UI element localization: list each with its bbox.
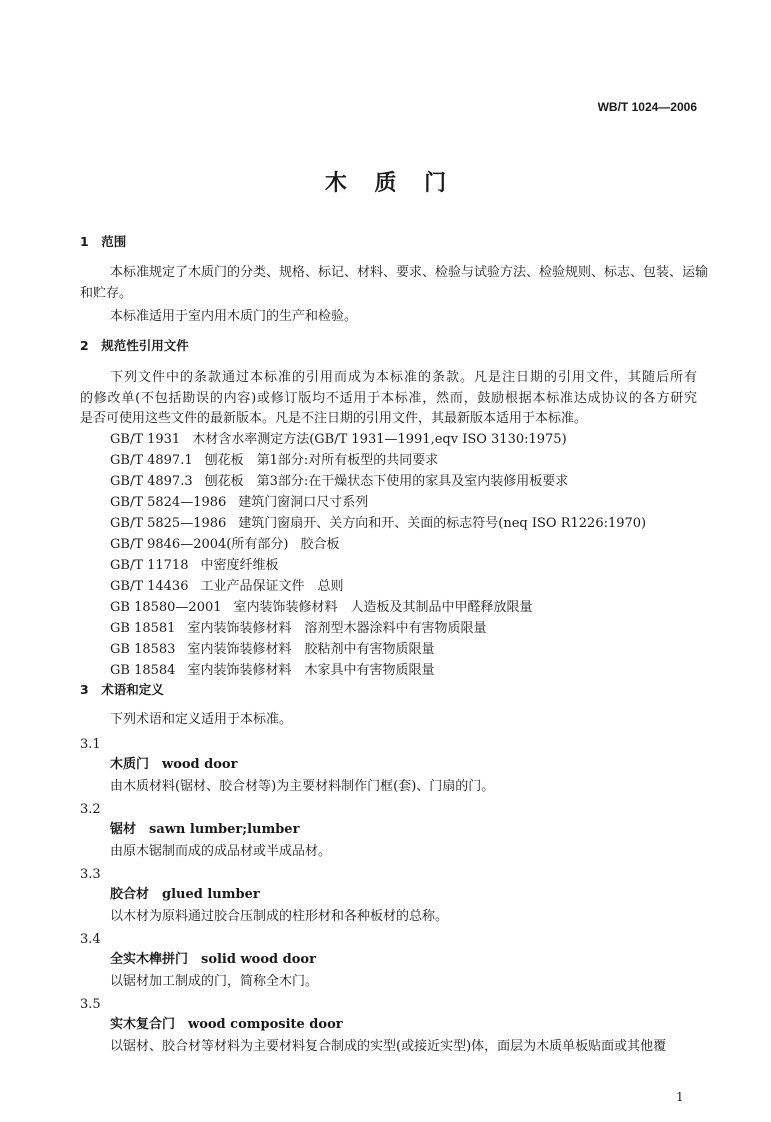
term-number: 3.4: [80, 932, 101, 947]
reference-code: GB 18584: [110, 663, 176, 678]
reference-item: [110, 516, 646, 532]
reference-title: 刨花板 第1部分:对所有板型的共同要求: [204, 453, 439, 468]
reference-code: GB/T 5824—1986: [110, 495, 227, 510]
term-term: 胶合材 glued lumber: [110, 887, 260, 902]
page-title: 木 质 门: [324, 171, 447, 196]
section-3-intro: 下列术语和定义适用于本标准。: [110, 712, 293, 727]
reference-code: GB/T 14436: [110, 579, 189, 594]
reference-title: 建筑门窗洞口尺寸系列: [238, 495, 369, 510]
section-2-para-line: 下列文件中的条款通过本标准的引用而成为本标准的条款。凡是注日期的引用文件，其随后所有: [110, 370, 697, 385]
reference-code: GB 18583: [110, 642, 176, 657]
reference-item: [110, 642, 434, 658]
term-definition: 以锯材、胶合材等材料为主要材料复合制成的实型(或接近实型)体，面层为木质单板贴面或其他覆: [110, 1039, 667, 1054]
reference-title: 室内装饰装修材料 胶粘剂中有害物质限量: [187, 642, 435, 657]
reference-item: [110, 537, 339, 553]
term-definition: 由原木锯制而成的成品材或半成品材。: [110, 844, 332, 859]
reference-code: GB/T 4897.3: [110, 474, 193, 489]
reference-title: 室内装饰装修材料 木家具中有害物质限量: [187, 663, 435, 678]
reference-code: GB/T 4897.1: [110, 453, 193, 468]
reference-title: 木材含水率测定方法(GB/T 1931—1991,eqv ISO 3130:1975): [192, 432, 567, 447]
reference-title: 室内装饰装修材料 溶剂型木器涂料中有害物质限量: [187, 621, 487, 636]
term-number: 3.5: [80, 997, 101, 1012]
page-number: 1: [676, 1090, 684, 1104]
section-1-heading: 1 范围: [80, 234, 127, 249]
reference-item: [110, 579, 344, 595]
reference-code: GB/T 1931: [110, 432, 181, 447]
reference-item: [110, 495, 368, 511]
section-1-para1-cont: 和贮存。: [80, 286, 133, 301]
reference-item: [110, 432, 567, 448]
section-3-heading: 3 术语和定义: [80, 682, 164, 697]
reference-title: 室内装饰装修材料 人造板及其制品中甲醛释放限量: [233, 600, 533, 615]
reference-item: [110, 663, 434, 679]
term-definition: 以锯材加工制成的门，简称全木门。: [110, 974, 319, 989]
term-term: 木质门 wood door: [110, 757, 238, 772]
reference-title: 建筑门窗扇开、关方向和开、关面的标志符号(neq ISO R1226:1970): [238, 516, 647, 531]
reference-item: [110, 621, 486, 637]
reference-item: [110, 558, 279, 574]
term-term: 实木复合门 wood composite door: [110, 1017, 343, 1032]
reference-item: [110, 600, 533, 616]
term-term: 锯材 sawn lumber;lumber: [110, 822, 300, 837]
section-2-para-line: 的修改单(不包括勘误的内容)或修订版均不适用于本标准，然而，鼓励根据本标准达成协议的各方研究: [80, 391, 697, 406]
reference-title: 工业产品保证文件 总则: [200, 579, 344, 594]
reference-title: 刨花板 第3部分:在干燥状态下使用的家具及室内装修用板要求: [204, 474, 569, 489]
reference-code: GB/T 5825—1986: [110, 516, 227, 531]
term-number: 3.1: [80, 737, 101, 752]
section-2-para-line: 是否可使用这些文件的最新版本。凡是不注日期的引用文件，其最新版本适用于本标准。: [80, 411, 588, 426]
reference-item: [110, 453, 438, 469]
term-number: 3.2: [80, 802, 101, 817]
reference-title: 中密度纤维板: [200, 558, 279, 573]
reference-item: [110, 474, 568, 490]
standard-code: WB/T 1024—2006: [597, 100, 697, 114]
reference-code: GB/T 9846—2004(所有部分): [110, 537, 289, 552]
term-term: 全实木榫拼门 solid wood door: [110, 952, 316, 967]
reference-title: 胶合板: [300, 537, 340, 552]
term-definition: 以木材为原料通过胶合压制成的柱形材和各种板材的总称。: [110, 909, 449, 924]
reference-code: GB 18581: [110, 621, 176, 636]
term-number: 3.3: [80, 867, 101, 882]
section-1-para1: 本标准规定了木质门的分类、规格、标记、材料、要求、检验与试验方法、检验规则、标志、包装、运输: [110, 265, 709, 280]
reference-code: GB/T 11718: [110, 558, 189, 573]
reference-code: GB 18580—2001: [110, 600, 222, 615]
section-2-heading: 2 规范性引用文件: [80, 338, 189, 353]
term-definition: 由木质材料(锯材、胶合材等)为主要材料制作门框(套)、门扇的门。: [110, 779, 495, 794]
section-1-para2: 本标准适用于室内用木质门的生产和检验。: [110, 309, 358, 324]
